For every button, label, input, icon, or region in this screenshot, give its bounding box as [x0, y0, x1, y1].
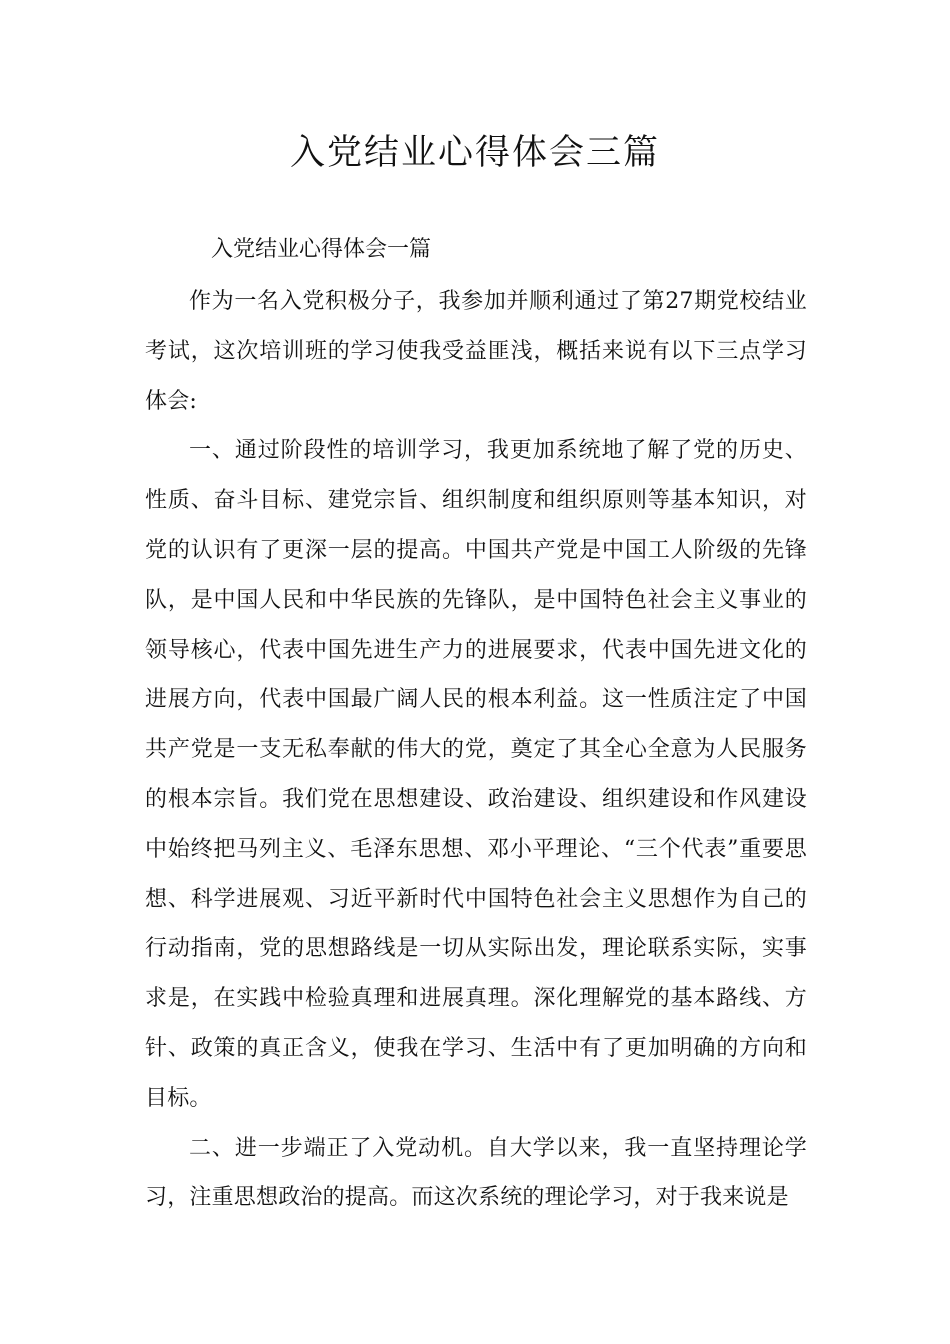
document-body [145, 230, 807, 1223]
paragraph-point-two: 二、进一步端正了入党动机。自大学以来，我一直坚持理论学习，注重思想政治的提高。而这次系统的理论学习，对于我来说是 [145, 1135, 807, 1211]
section-subtitle: 入党结业心得体会一篇 [211, 237, 432, 262]
paragraph-point-one: 一、通过阶段性的培训学习，我更加系统地了解了党的历史、性质、奋斗目标、建党宗旨、组织制度和组织原则等基本知识，对党的认识有了更深一层的提高。中国共产党是中国工人阶级的先锋队，是中国人民和中华民族的先锋队，是中国特色社会主义事业的领导核心，代表中国先进生产力的进展要求，代表中国先进文化的进展方向，代表中国最广阔人民的根本利益。这一性质注定了中国共产党是一支无私奉献的伟大的党，奠定了其全心全意为人民服务的根本宗旨。我们党在思想建设、政治建设、组织建设和作风建设中始终把马列主义、毛泽东思想、邓小平理论、“三个代表”重要思想、科学进展观、习近平新时代中国特色社会主义思想作为自己的行动指南，党的思想路线是一切从实际出发，理论联系实际，实事求是，在实践中检验真理和进展真理。深化理解党的基本路线、方针、政策的真正含义，使我在学习、生活中有了更加明确的方向和目标。 [145, 438, 807, 1111]
paragraph-intro: 作为一名入党积极分子，我参加并顺利通过了第27期党校结业考试，这次培训班的学习使我受益匪浅，概括来说有以下三点学习体会: [145, 289, 807, 414]
document-title: 入党结业心得体会三篇 [289, 133, 660, 173]
